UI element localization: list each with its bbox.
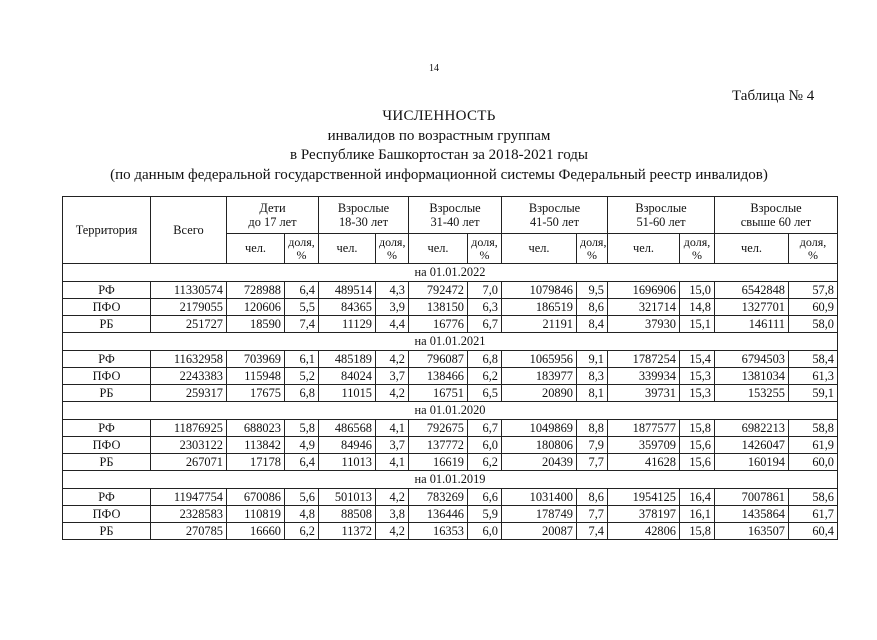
share-cell: 6,2 — [285, 523, 319, 540]
count-cell: 18590 — [227, 316, 285, 333]
group-title: Взрослые — [429, 201, 481, 215]
share-label: доля, — [379, 234, 406, 249]
count-cell: 160194 — [715, 454, 789, 471]
share-unit: % — [808, 247, 818, 262]
share-cell: 3,8 — [376, 506, 409, 523]
share-unit: % — [387, 247, 397, 262]
count-cell: 783269 — [409, 489, 468, 506]
count-cell: 136446 — [409, 506, 468, 523]
share-cell: 15,0 — [680, 282, 715, 299]
count-cell: 1049869 — [502, 420, 577, 437]
share-cell: 14,8 — [680, 299, 715, 316]
group-range: до 17 лет — [248, 215, 297, 229]
group-title: Взрослые — [635, 201, 687, 215]
share-cell: 6,7 — [468, 316, 502, 333]
share-cell: 60,4 — [789, 523, 838, 540]
count-cell: 792472 — [409, 282, 468, 299]
share-cell: 4,1 — [376, 420, 409, 437]
share-cell: 5,8 — [285, 420, 319, 437]
count-cell: 16353 — [409, 523, 468, 540]
share-label: доля, — [683, 234, 711, 249]
total-cell: 2303122 — [151, 437, 227, 454]
share-cell: 58,4 — [789, 351, 838, 368]
share-cell: 61,9 — [789, 437, 838, 454]
title-line-3: в Республике Башкортостан за 2018-2021 годы — [290, 147, 588, 163]
count-cell: 146111 — [715, 316, 789, 333]
count-cell: 41628 — [608, 454, 680, 471]
share-cell: 15,3 — [680, 368, 715, 385]
disability-table — [62, 196, 838, 540]
count-cell: 321714 — [608, 299, 680, 316]
count-cell: 1877577 — [608, 420, 680, 437]
count-cell: 485189 — [319, 351, 376, 368]
count-cell: 16619 — [409, 454, 468, 471]
total-cell: 270785 — [151, 523, 227, 540]
share-cell: 60,9 — [789, 299, 838, 316]
share-cell: 9,1 — [577, 351, 608, 368]
share-label: доля, — [471, 234, 498, 249]
count-cell: 489514 — [319, 282, 376, 299]
count-cell: 796087 — [409, 351, 468, 368]
share-cell: 7,9 — [577, 437, 608, 454]
share-label: доля, — [288, 234, 315, 249]
share-cell: 59,1 — [789, 385, 838, 402]
date-label: на 01.01.2020 — [63, 402, 838, 420]
table-row — [63, 282, 838, 299]
count-cell: 84946 — [319, 437, 376, 454]
territory-cell: РФ — [63, 282, 151, 299]
date-section-row — [63, 471, 838, 489]
territory-cell: РБ — [63, 454, 151, 471]
count-cell: 1696906 — [608, 282, 680, 299]
territory-cell: ПФО — [63, 368, 151, 385]
share-cell: 8,4 — [577, 316, 608, 333]
share-cell: 5,6 — [285, 489, 319, 506]
count-cell: 115948 — [227, 368, 285, 385]
table-row — [63, 489, 838, 506]
header-row-groups — [63, 197, 838, 234]
date-section-row — [63, 264, 838, 282]
count-cell: 113842 — [227, 437, 285, 454]
count-cell: 6982213 — [715, 420, 789, 437]
share-cell: 7,4 — [577, 523, 608, 540]
share-cell: 6,1 — [285, 351, 319, 368]
count-cell: 1327701 — [715, 299, 789, 316]
count-cell: 6542848 — [715, 282, 789, 299]
title-line-1: ЧИСЛЕННОСТЬ — [382, 108, 496, 124]
share-cell: 6,4 — [285, 282, 319, 299]
date-section-row — [63, 402, 838, 420]
count-cell: 17675 — [227, 385, 285, 402]
share-cell: 5,9 — [468, 506, 502, 523]
group-title: Взрослые — [750, 201, 802, 215]
share-cell: 8,1 — [577, 385, 608, 402]
count-cell: 1435864 — [715, 506, 789, 523]
group-range: 31-40 лет — [430, 215, 480, 229]
header-group — [227, 197, 319, 234]
count-cell: 137772 — [409, 437, 468, 454]
share-cell: 4,8 — [285, 506, 319, 523]
count-cell: 11372 — [319, 523, 376, 540]
share-label: доля, — [580, 234, 607, 249]
header-share — [680, 234, 715, 264]
header-group — [715, 197, 838, 234]
share-cell: 60,0 — [789, 454, 838, 471]
count-cell: 186519 — [502, 299, 577, 316]
count-cell: 7007861 — [715, 489, 789, 506]
table-label: Таблица № 4 — [732, 88, 815, 104]
table-row — [63, 420, 838, 437]
total-cell: 11330574 — [151, 282, 227, 299]
share-cell: 4,3 — [376, 282, 409, 299]
share-cell: 57,8 — [789, 282, 838, 299]
count-cell: 20087 — [502, 523, 577, 540]
header-group — [319, 197, 409, 234]
count-cell: 728988 — [227, 282, 285, 299]
count-cell: 703969 — [227, 351, 285, 368]
share-unit: % — [296, 247, 307, 262]
date-label: на 01.01.2019 — [63, 471, 838, 489]
page-number: 14 — [429, 63, 439, 74]
share-cell: 15,6 — [680, 454, 715, 471]
share-cell: 9,5 — [577, 282, 608, 299]
territory-cell: ПФО — [63, 506, 151, 523]
count-cell: 138150 — [409, 299, 468, 316]
share-cell: 6,8 — [468, 351, 502, 368]
count-cell: 163507 — [715, 523, 789, 540]
territory-cell: ПФО — [63, 437, 151, 454]
territory-cell: РФ — [63, 351, 151, 368]
share-cell: 15,4 — [680, 351, 715, 368]
header-count: чел. — [715, 234, 789, 264]
table-row — [63, 506, 838, 523]
count-cell: 110819 — [227, 506, 285, 523]
territory-cell: РБ — [63, 385, 151, 402]
share-cell: 8,8 — [577, 420, 608, 437]
share-cell: 4,2 — [376, 385, 409, 402]
count-cell: 37930 — [608, 316, 680, 333]
title-line-4: (по данным федеральной государственной информационной системы Федеральный реестр инвалидов) — [110, 166, 768, 183]
count-cell: 1426047 — [715, 437, 789, 454]
total-cell: 2179055 — [151, 299, 227, 316]
count-cell: 501013 — [319, 489, 376, 506]
total-cell: 259317 — [151, 385, 227, 402]
header-share — [789, 234, 838, 264]
territory-cell: РФ — [63, 420, 151, 437]
share-cell: 5,2 — [285, 368, 319, 385]
share-cell: 8,3 — [577, 368, 608, 385]
count-cell: 21191 — [502, 316, 577, 333]
share-cell: 61,3 — [789, 368, 838, 385]
count-cell: 16751 — [409, 385, 468, 402]
share-cell: 6,2 — [468, 454, 502, 471]
share-cell: 8,6 — [577, 489, 608, 506]
count-cell: 17178 — [227, 454, 285, 471]
share-cell: 4,9 — [285, 437, 319, 454]
share-cell: 4,4 — [376, 316, 409, 333]
header-territory: Территория — [63, 197, 151, 264]
share-cell: 16,4 — [680, 489, 715, 506]
count-cell: 339934 — [608, 368, 680, 385]
share-cell: 15,3 — [680, 385, 715, 402]
table-row — [63, 316, 838, 333]
share-cell: 3,7 — [376, 368, 409, 385]
header-count: чел. — [319, 234, 376, 264]
count-cell: 670086 — [227, 489, 285, 506]
total-cell: 251727 — [151, 316, 227, 333]
count-cell: 138466 — [409, 368, 468, 385]
table-title — [60, 107, 818, 185]
share-unit: % — [692, 247, 702, 262]
share-cell: 8,6 — [577, 299, 608, 316]
share-cell: 61,7 — [789, 506, 838, 523]
share-cell: 7,7 — [577, 506, 608, 523]
share-cell: 4,1 — [376, 454, 409, 471]
table-row — [63, 437, 838, 454]
share-cell: 6,7 — [468, 420, 502, 437]
group-title: Взрослые — [528, 201, 581, 215]
title-line-2: инвалидов по возрастным группам — [327, 127, 551, 144]
header-group — [608, 197, 715, 234]
header-share — [285, 234, 319, 264]
count-cell: 792675 — [409, 420, 468, 437]
count-cell: 359709 — [608, 437, 680, 454]
count-cell: 153255 — [715, 385, 789, 402]
share-unit: % — [479, 247, 490, 262]
header-count: чел. — [409, 234, 468, 264]
group-title: Взрослые — [337, 201, 390, 215]
header-share — [468, 234, 502, 264]
share-cell: 6,0 — [468, 437, 502, 454]
header-count: чел. — [608, 234, 680, 264]
share-cell: 6,0 — [468, 523, 502, 540]
count-cell: 486568 — [319, 420, 376, 437]
count-cell: 378197 — [608, 506, 680, 523]
date-section-row — [63, 333, 838, 351]
share-cell: 58,6 — [789, 489, 838, 506]
share-cell: 15,6 — [680, 437, 715, 454]
header-share — [577, 234, 608, 264]
share-cell: 58,8 — [789, 420, 838, 437]
share-cell: 16,1 — [680, 506, 715, 523]
count-cell: 42806 — [608, 523, 680, 540]
count-cell: 183977 — [502, 368, 577, 385]
count-cell: 1079846 — [502, 282, 577, 299]
header-count: чел. — [502, 234, 577, 264]
table-row — [63, 385, 838, 402]
share-cell: 7,4 — [285, 316, 319, 333]
group-range: свыше 60 лет — [740, 215, 812, 229]
total-cell: 2328583 — [151, 506, 227, 523]
table-row — [63, 523, 838, 540]
group-range: 18-30 лет — [338, 215, 389, 229]
count-cell: 1954125 — [608, 489, 680, 506]
group-range: 41-50 лет — [529, 215, 580, 229]
share-cell: 6,6 — [468, 489, 502, 506]
share-cell: 6,5 — [468, 385, 502, 402]
count-cell: 84024 — [319, 368, 376, 385]
group-title: Дети — [259, 201, 286, 215]
count-cell: 11015 — [319, 385, 376, 402]
share-cell: 3,9 — [376, 299, 409, 316]
count-cell: 84365 — [319, 299, 376, 316]
count-cell: 39731 — [608, 385, 680, 402]
count-cell: 180806 — [502, 437, 577, 454]
share-cell: 15,8 — [680, 420, 715, 437]
total-cell: 11876925 — [151, 420, 227, 437]
total-cell: 2243383 — [151, 368, 227, 385]
count-cell: 6794503 — [715, 351, 789, 368]
date-label: на 01.01.2021 — [63, 333, 838, 351]
share-cell: 7,7 — [577, 454, 608, 471]
table-body — [63, 264, 838, 540]
count-cell: 88508 — [319, 506, 376, 523]
count-cell: 20890 — [502, 385, 577, 402]
count-cell: 1381034 — [715, 368, 789, 385]
table-row — [63, 299, 838, 316]
share-cell: 6,3 — [468, 299, 502, 316]
header-group — [409, 197, 502, 234]
table-row — [63, 368, 838, 385]
count-cell: 120606 — [227, 299, 285, 316]
share-unit: % — [587, 247, 597, 262]
share-cell: 4,2 — [376, 489, 409, 506]
count-cell: 1031400 — [502, 489, 577, 506]
count-cell: 16660 — [227, 523, 285, 540]
count-cell: 11013 — [319, 454, 376, 471]
share-cell: 7,0 — [468, 282, 502, 299]
share-cell: 15,1 — [680, 316, 715, 333]
count-cell: 1787254 — [608, 351, 680, 368]
share-cell: 3,7 — [376, 437, 409, 454]
share-cell: 15,8 — [680, 523, 715, 540]
count-cell: 1065956 — [502, 351, 577, 368]
header-count: чел. — [227, 234, 285, 264]
territory-cell: РБ — [63, 316, 151, 333]
share-cell: 6,4 — [285, 454, 319, 471]
header-share — [376, 234, 409, 264]
territory-cell: РБ — [63, 523, 151, 540]
total-cell: 11947754 — [151, 489, 227, 506]
header-total: Всего — [151, 197, 227, 264]
count-cell: 688023 — [227, 420, 285, 437]
date-label: на 01.01.2022 — [63, 264, 838, 282]
share-label: доля, — [799, 234, 827, 249]
count-cell: 20439 — [502, 454, 577, 471]
share-cell: 4,2 — [376, 523, 409, 540]
header-group — [502, 197, 608, 234]
territory-cell: ПФО — [63, 299, 151, 316]
share-cell: 58,0 — [789, 316, 838, 333]
total-cell: 267071 — [151, 454, 227, 471]
share-cell: 5,5 — [285, 299, 319, 316]
count-cell: 16776 — [409, 316, 468, 333]
count-cell: 11129 — [319, 316, 376, 333]
group-range: 51-60 лет — [636, 215, 686, 229]
share-cell: 6,2 — [468, 368, 502, 385]
total-cell: 11632958 — [151, 351, 227, 368]
share-cell: 4,2 — [376, 351, 409, 368]
table-row — [63, 351, 838, 368]
territory-cell: РФ — [63, 489, 151, 506]
count-cell: 178749 — [502, 506, 577, 523]
share-cell: 6,8 — [285, 385, 319, 402]
table-row — [63, 454, 838, 471]
